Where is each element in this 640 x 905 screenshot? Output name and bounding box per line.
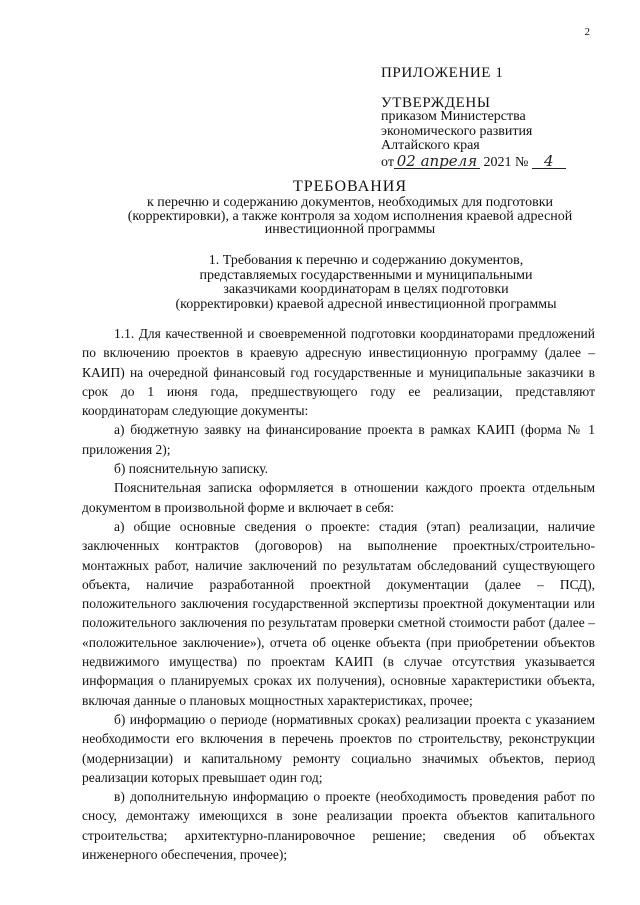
section-heading [90, 254, 640, 312]
handwritten-number: 4 [532, 154, 566, 169]
section-line-1: 1. Требования к перечню и содержанию документов, [208, 253, 524, 268]
order-date-line [381, 151, 566, 171]
approval-line-3: Алтайского края [381, 138, 480, 153]
approved-label: УТВЕРЖДЕНЫ [381, 94, 491, 111]
paragraph: б) информацию о периоде (нормативных сроках) реализации проекта с указанием необходимости его включения в перечень проектов по строительству, реконструкции (модернизации) и капитальному ремонту социально значимых объектов, период реализации которых превышает один год; [82, 711, 595, 785]
paragraph: в) дополнительную информацию о проекте (необходимость проведения работ по сносу, демонтажу имеющихся в зоне реализации проекта объектов капитального строительства; архитектурно-планировочное решение; сведения об объектах инженерного обеспечения, прочее); [82, 789, 595, 863]
approval-stamp [381, 66, 566, 170]
page-number: 2 [584, 26, 590, 38]
body-text [82, 324, 595, 864]
year-number-label: 2021 № [483, 154, 529, 170]
title-main: ТРЕБОВАНИЯ [292, 178, 408, 195]
handwritten-date: 02 апреля [394, 154, 480, 169]
paragraph: б) пояснительную записку. [114, 461, 269, 477]
paragraph: а) общие основные сведения о проекте: стадия (этап) реализации, наличие заключенных контрактов (договоров) на выполнение проектных/строительно-монтажных работ, наличие заключений по результатам обследований существующего объекта, наличие разработанной проектной документации (далее – ПСД), положительного заключения государственной экспертизы проектной документации или положительного заключения по результатам проверки сметной стоимости работ (далее – «положительное заключение»), отчета об оценке объекта (при приобретении объектов недвижимого имущества) по проектам КАИП (в случае отсутствия указывается информация о планируемых сроках их получения), основные характеристики объекта, включая данные о плановых мощностных характеристиках, прочее; [82, 518, 595, 708]
appendix-label: ПРИЛОЖЕНИЕ 1 [381, 65, 504, 81]
section-line-2: представляемых государственными и муниципальными [199, 267, 533, 283]
title-sub-2: (корректировки), а также контроля за ходом исполнения краевой адресной [127, 208, 573, 224]
section-line-3: заказчиками координаторам в целях подготовки [223, 282, 509, 297]
paragraph: Пояснительная записка оформляется в отношении каждого проекта отдельным документом в произвольной форме и включает в себя: [82, 480, 595, 515]
title-sub-1: к перечню и содержанию документов, необходимых для подготовки [146, 195, 554, 210]
approval-line-1: приказом Министерства [381, 109, 526, 124]
date-prefix: от [381, 154, 394, 170]
document-title [60, 179, 640, 237]
section-line-4: (корректировки) краевой адресной инвестиционной программы [175, 296, 557, 312]
paragraph: а) бюджетную заявку на финансирование проекта в рамках КАИП (форма № 1 приложения 2); [82, 422, 595, 457]
title-sub-3: инвестиционной программы [264, 222, 436, 237]
paragraph: 1.1. Для качественной и своевременной подготовки координаторами предложений по включению проектов в краевую адресную инвестиционную программу (далее – КАИП) на очередной финансовый год государственные и муниципальные заказчики в срок до 1 июня года, предшествующего году ее реализации, представляют координаторам следующие документы: [82, 326, 595, 419]
approval-line-2: экономического развития [381, 123, 533, 139]
